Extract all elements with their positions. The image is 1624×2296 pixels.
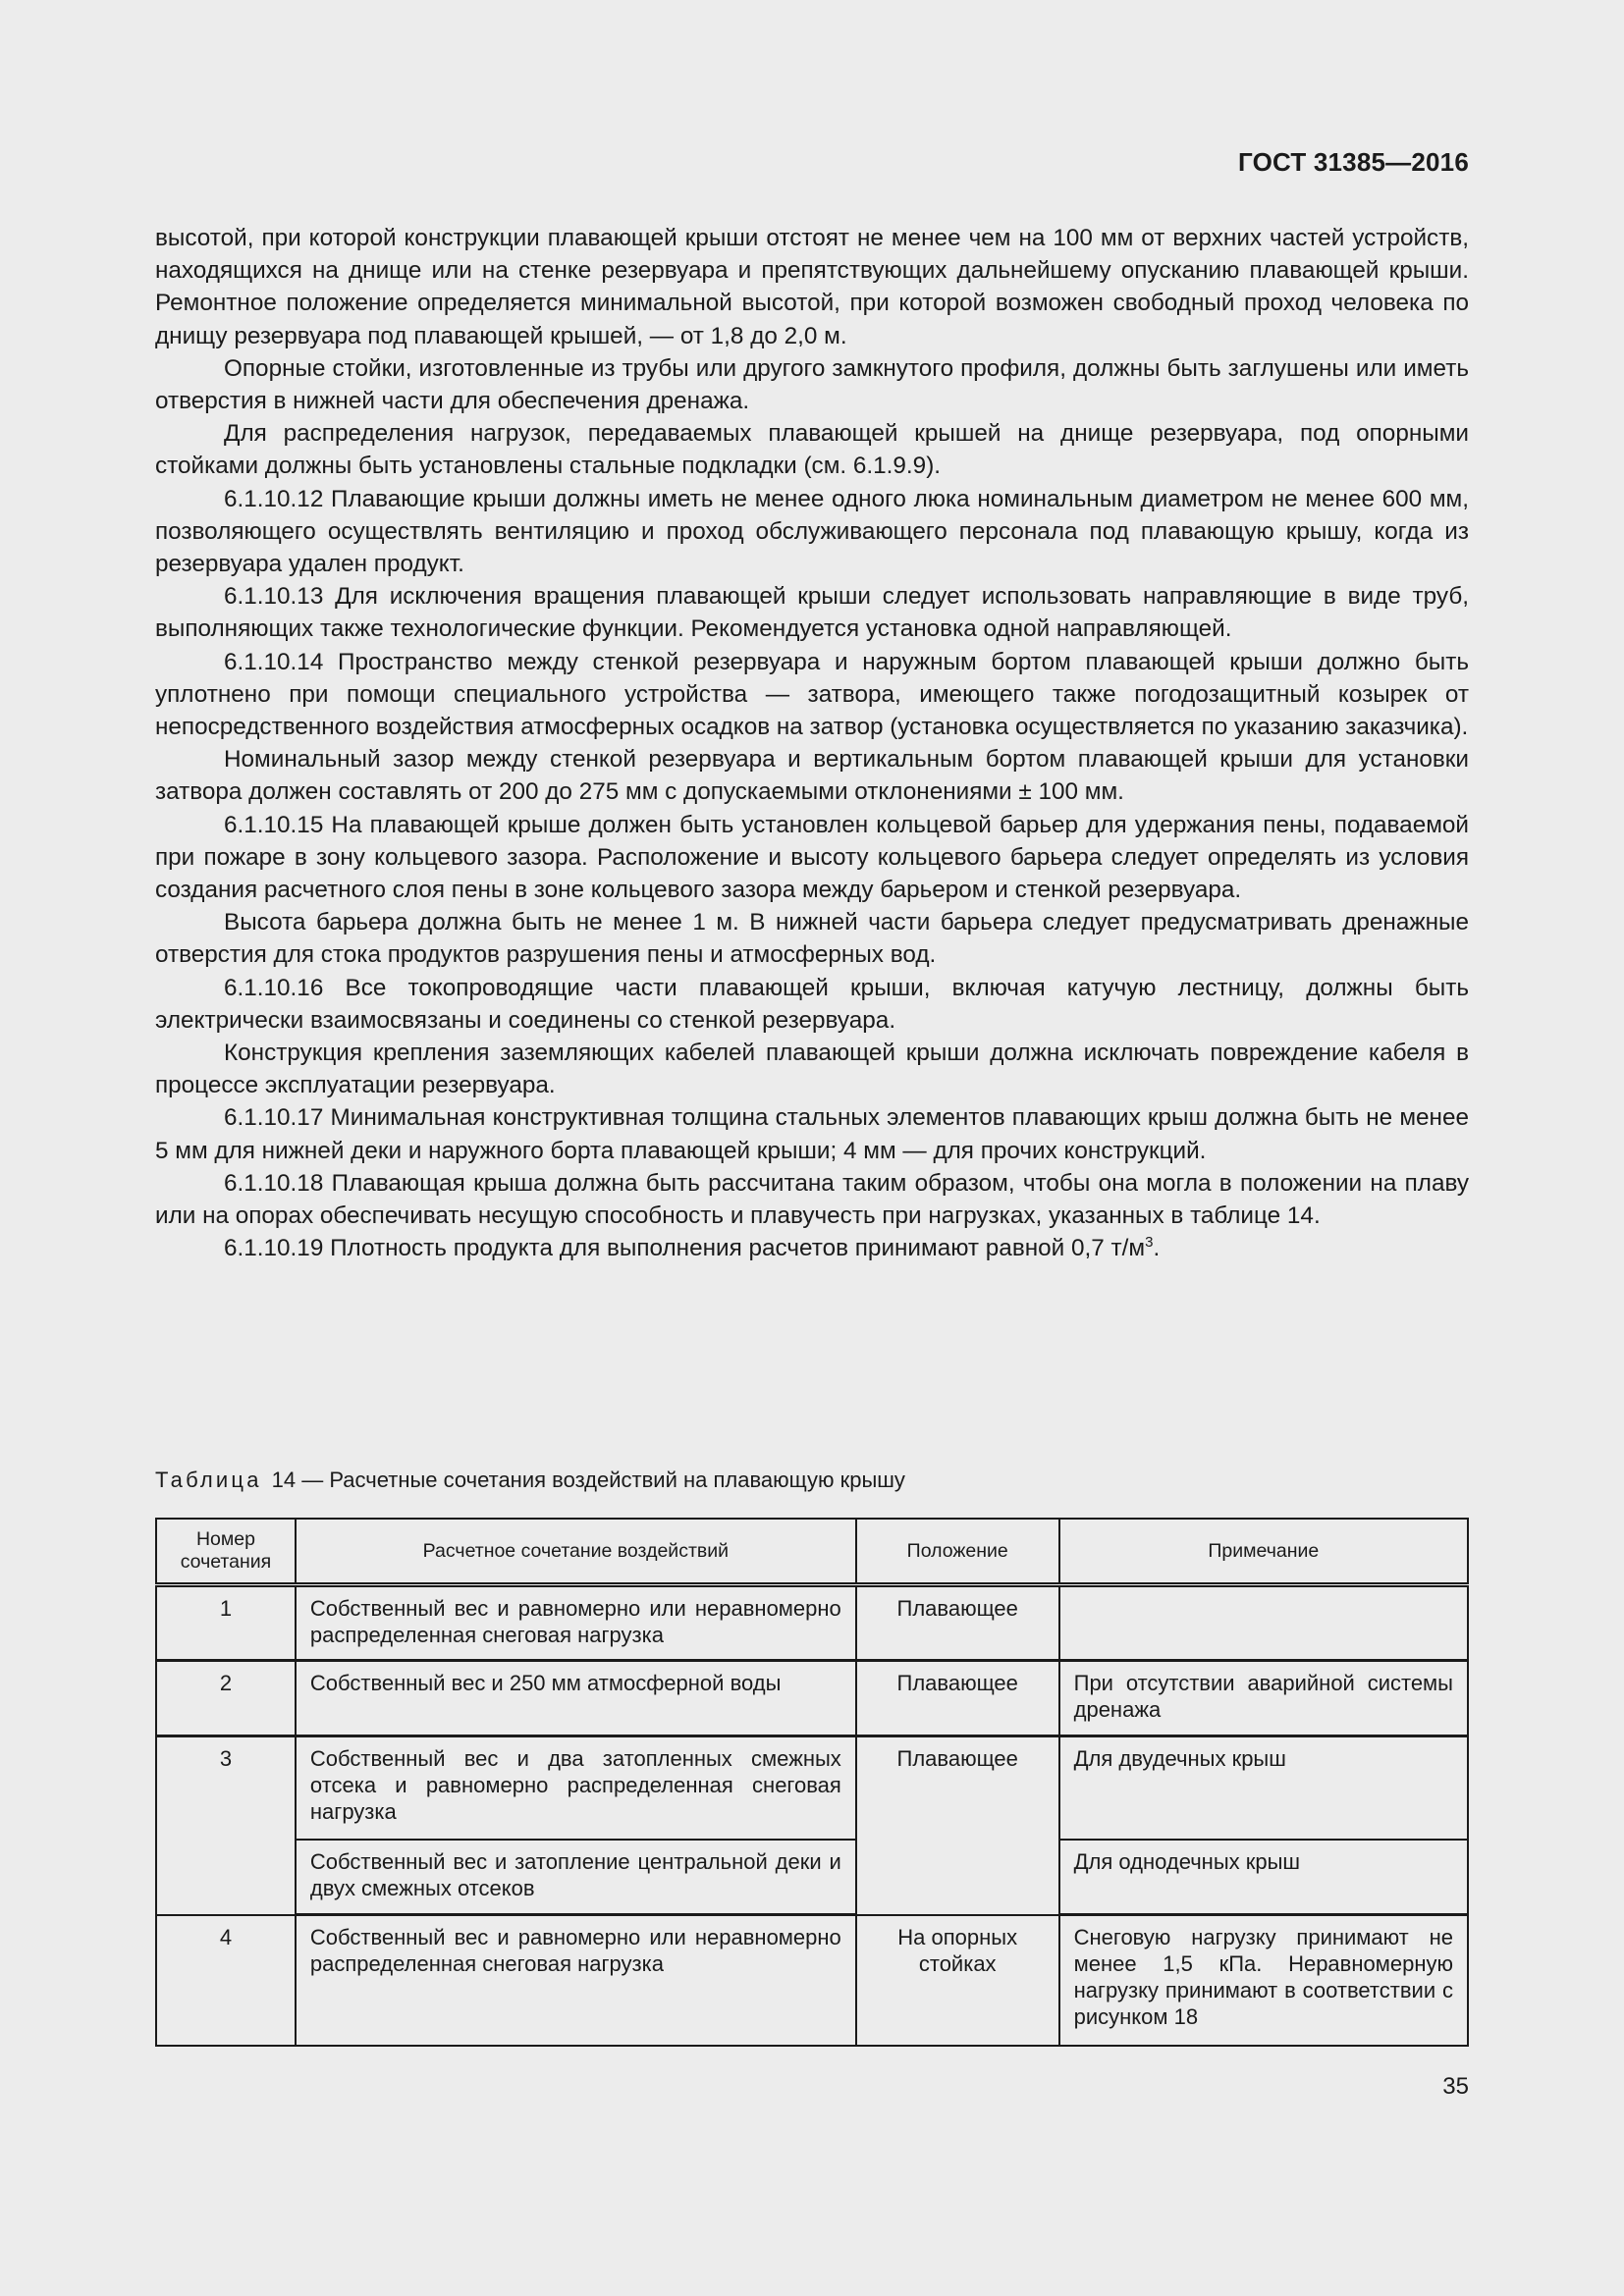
paragraph: Высота барьера должна быть не менее 1 м. В нижней части барьера следует предусматривать дренажные отверстия для стока продуктов разрушения пены и атмосферных вод.: [155, 909, 1469, 969]
table-caption: [155, 1468, 905, 1493]
table-header-row: [156, 1519, 1468, 1585]
cell-impact: Собственный вес и 250 мм атмосферной воды: [296, 1661, 856, 1736]
paragraph: высотой, при которой конструкции плавающей крыши отстоят не менее чем на 100 мм от верхних частей устройств, находящихся на днище или на стенке резервуара и препятствующих дальнейшему опусканию плавающей крыши. Ремонтное положение определяется минимальной высотой, при которой возможен свободный проход человека по днищу резервуара под плавающей крышей, — от 1,8 до 2,0 м.: [155, 225, 1469, 349]
paragraph-text: 6.1.10.19 Плотность продукта для выполнения расчетов принимают равной 0,7 т/м: [224, 1235, 1146, 1262]
paragraph-6-1-10-12: 6.1.10.12 Плавающие крыши должны иметь не менее одного люка номинальным диаметром не менее 600 мм, позволяющего осуществлять вентиляцию и проход обслуживающего персонала под плавающую крышу, когда из резервуара удален продукт.: [155, 485, 1469, 578]
cell-number: 1: [156, 1585, 296, 1661]
cell-number: 2: [156, 1661, 296, 1736]
table-caption-text: 14 — Расчетные сочетания воздействий на плавающую крышу: [271, 1468, 905, 1492]
table-row: [156, 1840, 1468, 1915]
paragraph-tail: .: [1153, 1235, 1161, 1262]
paragraph: Номинальный зазор между стенкой резервуара и вертикальным бортом плавающей крыши для установки затвора должен составлять от 200 до 275 мм с допускаемыми отклонениями ± 100 мм.: [155, 746, 1469, 806]
paragraph-6-1-10-16: 6.1.10.16 Все токопроводящие части плавающей крыши, включая катучую лестницу, должны быть электрически взаимосвязаны и соединены со стенкой резервуара.: [155, 974, 1469, 1034]
paragraph-6-1-10-18: 6.1.10.18 Плавающая крыша должна быть рассчитана таким образом, чтобы она могла в положении на плаву или на опорах обеспечивать несущую способность и плавучесть при нагрузках, указанных в таблице 14.: [155, 1169, 1469, 1230]
cell-note: Для двудечных крыш: [1059, 1736, 1468, 1840]
cell-number: 3: [156, 1736, 296, 1915]
cell-position: Плавающее: [856, 1736, 1059, 1915]
page-number: 35: [1442, 2073, 1469, 2100]
load-combinations-table: [155, 1518, 1469, 2047]
cell-impact: Собственный вес и затопление центральной деки и двух смежных отсеков: [296, 1840, 856, 1915]
paragraph-6-1-10-13: 6.1.10.13 Для исключения вращения плавающей крыши следует использовать направляющие в виде труб, выполняющих также технологические функции. Рекомендуется установка одной направляющей.: [155, 583, 1469, 643]
table-row: [156, 1585, 1468, 1661]
cell-impact: Собственный вес и равномерно или неравномерно распределенная снеговая нагрузка: [296, 1585, 856, 1661]
table-row: [156, 1736, 1468, 1840]
paragraph: Для распределения нагрузок, передаваемых плавающей крышей на днище резервуара, под опорными стойками должны быть установлены стальные подкладки (см. 6.1.9.9).: [155, 420, 1469, 480]
cell-position: Плавающее: [856, 1661, 1059, 1736]
cell-impact: Собственный вес и равномерно или неравномерно распределенная снеговая нагрузка: [296, 1915, 856, 2046]
table-caption-label: Таблица: [155, 1468, 262, 1492]
document-code: ГОСТ 31385—2016: [1238, 147, 1469, 177]
header-impact: Расчетное сочетание воздействий: [296, 1519, 856, 1585]
table-row: [156, 1661, 1468, 1736]
paragraph-6-1-10-19: [155, 1232, 1469, 1264]
table-row: [156, 1915, 1468, 2046]
cell-position: Плавающее: [856, 1585, 1059, 1661]
header-note: Примечание: [1059, 1519, 1468, 1585]
paragraph-6-1-10-15: 6.1.10.15 На плавающей крыше должен быть установлен кольцевой барьер для удержания пены, подаваемой при пожаре в зону кольцевого зазора. Расположение и высоту кольцевого барьера следует определять из условия создания расчетного слоя пены в зоне кольцевого зазора между барьером и стенкой резервуара.: [155, 811, 1469, 904]
superscript: 3: [1145, 1234, 1154, 1252]
body-text: [155, 222, 1469, 1265]
header-number: Номер сочетания: [156, 1519, 296, 1585]
cell-note: Для однодечных крыш: [1059, 1840, 1468, 1915]
header-position: Положение: [856, 1519, 1059, 1585]
cell-number: 4: [156, 1915, 296, 2046]
paragraph: Конструкция крепления заземляющих кабелей плавающей крыши должна исключать повреждение кабеля в процессе эксплуатации резервуара.: [155, 1040, 1469, 1099]
paragraph: Опорные стойки, изготовленные из трубы или другого замкнутого профиля, должны быть заглушены или иметь отверстия в нижней части для обеспечения дренажа.: [155, 354, 1469, 415]
paragraph-6-1-10-17: 6.1.10.17 Минимальная конструктивная толщина стальных элементов плавающих крыш должна быть не менее 5 мм для нижней деки и наружного борта плавающей крыши; 4 мм — для прочих конструкций.: [155, 1104, 1469, 1164]
cell-note: Снеговую нагрузку принимают не менее 1,5 кПа. Неравномерную нагрузку принимают в соответствии с рисунком 18: [1059, 1915, 1468, 2046]
paragraph-6-1-10-14: 6.1.10.14 Пространство между стенкой резервуара и наружным бортом плавающей крыши должно быть уплотнено при помощи специального устройства — затвора, имеющего также погодозащитный козырек от непосредственного воздействия атмосферных осадков на затвор (установка осуществляется по указанию заказчика).: [155, 648, 1469, 741]
cell-note: При отсутствии аварийной системы дренажа: [1059, 1661, 1468, 1736]
cell-note: [1059, 1585, 1468, 1661]
cell-position: На опорных стойках: [856, 1915, 1059, 2046]
cell-impact: Собственный вес и два затопленных смежных отсека и равномерно распределенная снеговая нагрузка: [296, 1736, 856, 1840]
